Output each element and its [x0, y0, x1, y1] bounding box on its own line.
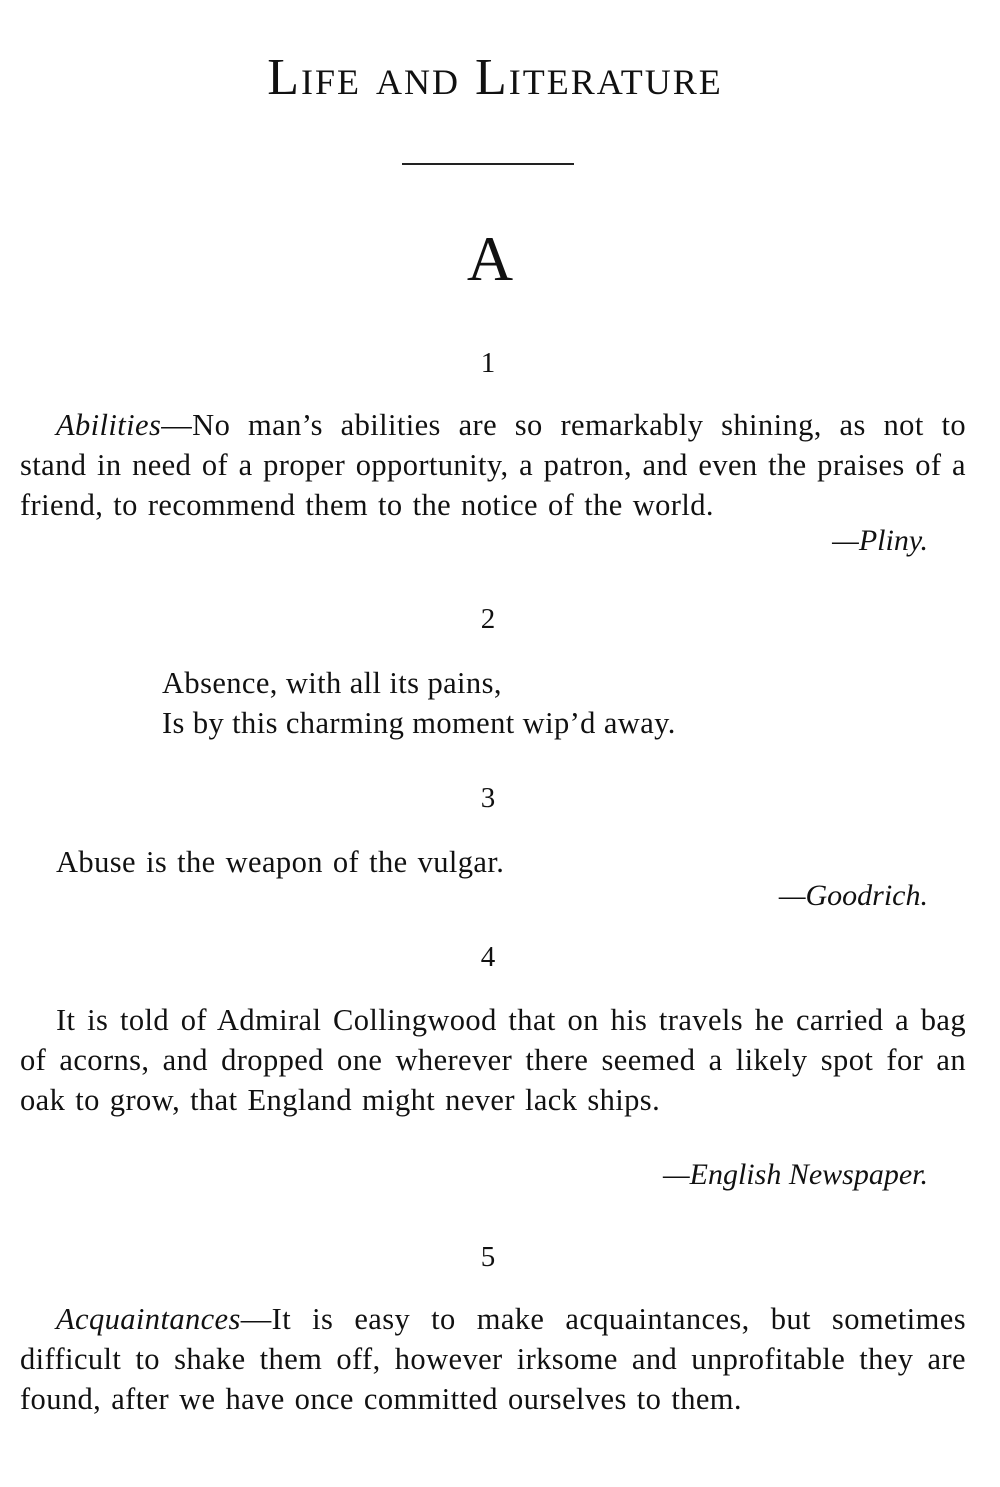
- entry-body: It is told of Admiral Collingwood that on his travels he carried a bag of acorns, and dropped one wherever there seemed a likely spot for an oak to grow, that England might never lack ships.: [20, 1003, 966, 1117]
- entry-number: 1: [480, 347, 496, 379]
- title-divider: [402, 163, 574, 165]
- entry-text: [20, 1299, 966, 1419]
- verse-block: [162, 663, 676, 743]
- entry-number: 4: [480, 941, 496, 973]
- entry-number: 2: [480, 603, 496, 635]
- entry-attribution: —English Newspaper.: [662, 1158, 928, 1191]
- entry-attribution: —Pliny.: [832, 524, 928, 557]
- entry-text: [20, 405, 966, 525]
- entry-keyword: Abilities: [56, 408, 162, 442]
- section-letter: A: [466, 223, 514, 294]
- verse-line: Absence, with all its pains,: [162, 666, 502, 700]
- entry-attribution: —Goodrich.: [778, 879, 928, 912]
- verse-line: Is by this charming moment wip’d away.: [162, 706, 676, 740]
- entry-text: [20, 1000, 966, 1120]
- entry-keyword: Acquaintances: [56, 1302, 241, 1336]
- entry-number: 5: [480, 1241, 496, 1273]
- entry-body: Abuse is the weapon of the vulgar.: [56, 845, 505, 879]
- entry-text: [20, 842, 966, 882]
- entry-body: —No man’s abilities are so remarkably shining, as not to stand in need of a proper opportunity, a patron, and even the praises of a friend, to recommend them to the notice of the world.: [20, 408, 966, 522]
- entry-number: 3: [480, 782, 496, 814]
- entry-body: —It is easy to make acquaintances, but sometimes difficult to shake them off, however irksome and unprofitable they are found, after we have once committed ourselves to them.: [20, 1302, 966, 1416]
- page-title: Life and Literature: [267, 49, 723, 106]
